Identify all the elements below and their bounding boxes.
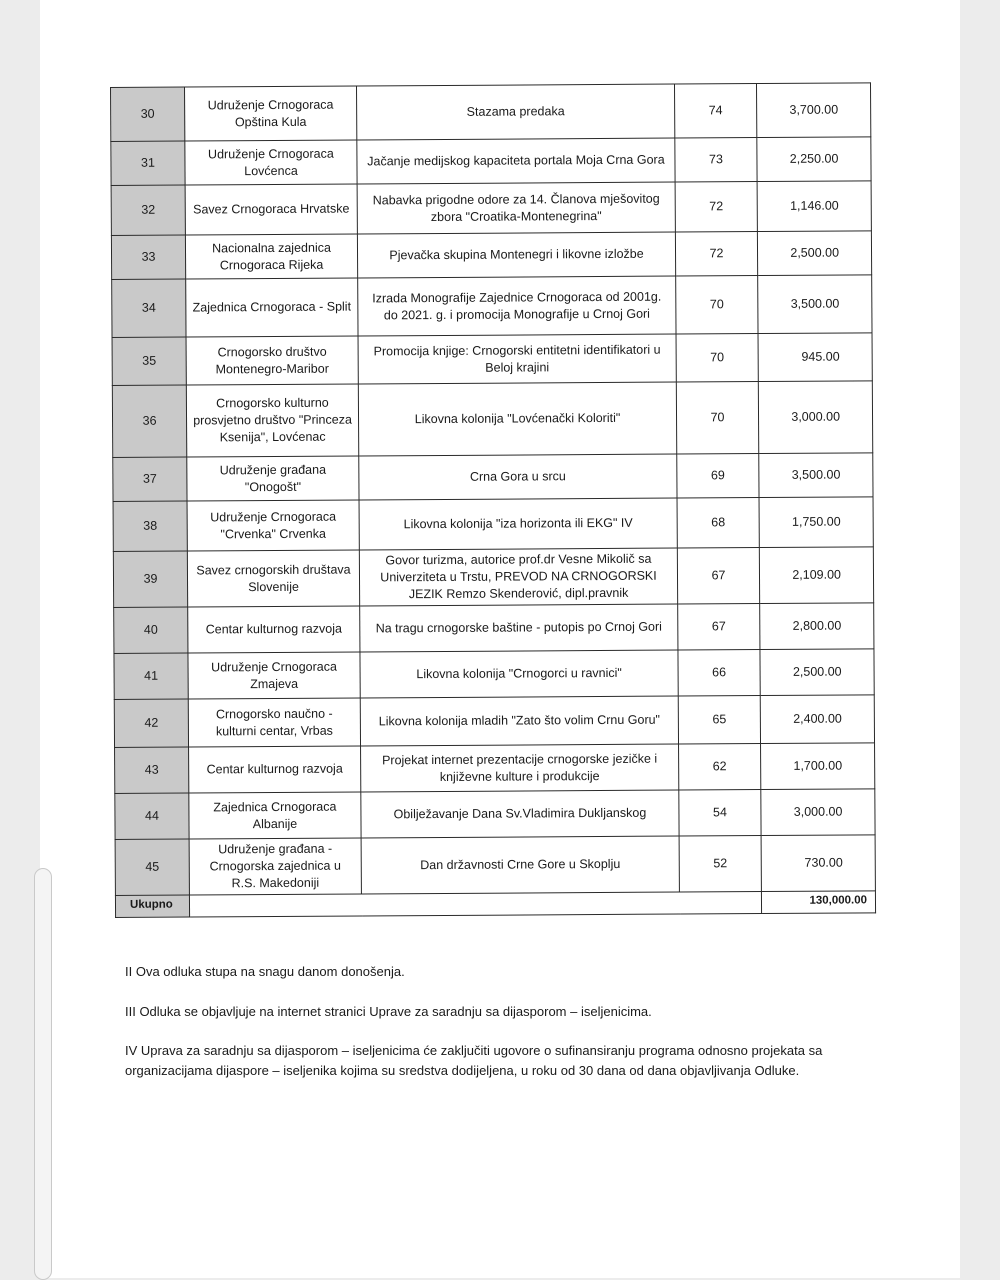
row-number: 40: [114, 607, 188, 653]
allocation-table: [110, 82, 876, 917]
table-row: [111, 83, 871, 142]
score-cell: 67: [677, 548, 759, 604]
score-cell: 65: [678, 696, 760, 745]
project-cell: Likovna kolonija mladih "Zato što volim Crnu Goru": [360, 696, 678, 746]
project-cell: Jačanje medijskog kapaciteta portala Moja Crna Gora: [357, 138, 675, 184]
row-number: 36: [112, 385, 186, 457]
total-row: [115, 890, 875, 917]
organization-cell: Crnogorsko kulturno prosvjetno društvo "Princeza Ksenija", Lovćenac: [186, 384, 358, 457]
row-number: 31: [111, 141, 185, 185]
allocation-table-container: [110, 82, 875, 917]
score-cell: 66: [678, 650, 760, 697]
score-cell: 74: [674, 84, 756, 138]
amount-cell: 730.00: [761, 835, 875, 891]
organization-cell: Udruženje građana - Crnogorska zajednica u R.S. Makedoniji: [189, 838, 361, 895]
project-cell: Govor turizma, autorice prof.dr Vesne Mikolič sa Univerziteta u Trstu, PREVOD NA CRNOGORSKI JEZIK Remzo Skenderović, dipl.pravnik: [359, 548, 677, 606]
table-row: [111, 231, 871, 280]
project-cell: Likovna kolonija "iza horizonta ili EKG" IV: [359, 498, 677, 550]
organization-cell: Savez Crnogoraca Hrvatske: [185, 184, 357, 235]
table-row: [115, 789, 875, 840]
table-row: [115, 835, 875, 895]
score-cell: 73: [675, 138, 757, 183]
score-cell: 72: [675, 182, 757, 232]
score-cell: 69: [677, 454, 759, 499]
amount-cell: 2,500.00: [757, 231, 871, 276]
amount-cell: 2,109.00: [759, 547, 873, 604]
organization-cell: Udruženje Crnogoraca Zmajeva: [188, 652, 360, 699]
project-cell: Na tragu crnogorske baštine - putopis po Crnoj Gori: [360, 604, 678, 652]
organization-cell: Centar kulturnog razvoja: [189, 746, 361, 793]
amount-cell: 2,400.00: [760, 695, 874, 744]
organization-cell: Zajednica Crnogoraca - Split: [186, 278, 358, 337]
table-row: [113, 453, 873, 502]
table-row: [113, 547, 873, 608]
organization-cell: Zajednica Crnogoraca Albanije: [189, 792, 361, 839]
amount-cell: 3,500.00: [759, 453, 873, 498]
amount-cell: 1,700.00: [761, 743, 875, 790]
row-number: 41: [114, 653, 188, 699]
amount-cell: 3,700.00: [756, 83, 870, 138]
score-cell: 62: [679, 744, 761, 791]
organization-cell: Udruženje Crnogoraca Lovćenca: [185, 140, 357, 185]
score-cell: 70: [676, 382, 758, 454]
amount-cell: 2,800.00: [760, 603, 874, 650]
organization-cell: Crnogorsko društvo Montenegro-Maribor: [186, 336, 358, 385]
score-cell: 52: [679, 836, 761, 892]
table-row: [114, 695, 874, 748]
organization-cell: Centar kulturnog razvoja: [188, 606, 360, 653]
amount-cell: 2,250.00: [757, 137, 871, 182]
project-cell: Promocija knjige: Crnogorski entitetni identifikatori u Beloj krajini: [358, 334, 676, 384]
score-cell: 67: [678, 604, 760, 651]
organization-cell: Udruženje građana "Onogošt": [187, 456, 359, 501]
project-cell: Izrada Monografije Zajednice Crnogoraca od 2001g. do 2021. g. i promocija Monografije u Crnoj Gori: [358, 276, 676, 336]
amount-cell: 2,500.00: [760, 649, 874, 696]
organization-cell: Savez crnogorskih društava Slovenije: [187, 550, 359, 607]
total-amount: 130,000.00: [761, 890, 875, 913]
row-number: 33: [111, 235, 185, 279]
row-number: 34: [112, 279, 186, 337]
project-cell: Obilježavanje Dana Sv.Vladimira Dukljanskog: [361, 790, 679, 838]
table-row: [111, 181, 871, 236]
table-row: [111, 137, 871, 186]
project-cell: Stazama predaka: [356, 84, 674, 140]
note-ii: II Ova odluka stupa na snagu danom donošenja.: [125, 964, 405, 979]
decision-notes: [125, 962, 905, 1100]
side-scroll-tab[interactable]: [34, 868, 52, 1280]
allocation-table-body: [111, 83, 876, 917]
table-row: [112, 333, 872, 386]
row-number: 32: [111, 185, 185, 235]
row-number: 30: [111, 87, 185, 141]
organization-cell: Nacionalna zajednica Crnogoraca Rijeka: [185, 234, 357, 279]
project-cell: Projekat internet prezentacije crnogorske jezičke i književne kulture i produkcije: [361, 744, 679, 792]
table-row: [114, 603, 874, 654]
amount-cell: 1,146.00: [757, 181, 871, 232]
project-cell: Dan državnosti Crne Gore u Skoplju: [361, 836, 679, 894]
organization-cell: Crnogorsko naučno - kulturni centar, Vrbas: [188, 698, 360, 747]
row-number: 38: [113, 501, 187, 551]
score-cell: 68: [677, 498, 759, 548]
row-number: 43: [115, 747, 189, 793]
organization-cell: Udruženje Crnogoraca "Crvenka" Crvenka: [187, 500, 359, 551]
score-cell: 72: [675, 232, 757, 277]
table-row: [112, 381, 872, 458]
project-cell: Likovna kolonija "Lovćenački Koloriti": [358, 382, 676, 456]
row-number: 45: [115, 839, 189, 895]
amount-cell: 3,000.00: [758, 381, 872, 454]
row-number: 35: [112, 337, 186, 385]
project-cell: Likovna kolonija "Crnogorci u ravnici": [360, 650, 678, 698]
table-row: [115, 743, 875, 794]
score-cell: 54: [679, 790, 761, 837]
row-number: 37: [113, 457, 187, 501]
total-spacer: [189, 891, 761, 916]
project-cell: Nabavka prigodne odore za 14. Članova mješovitog zbora "Croatika-Montenegrina": [357, 182, 675, 234]
project-cell: Crna Gora u srcu: [359, 454, 677, 500]
score-cell: 70: [676, 334, 758, 383]
amount-cell: 1,750.00: [759, 497, 873, 548]
organization-cell: Udruženje Crnogoraca Opština Kula: [185, 86, 357, 141]
amount-cell: 3,000.00: [761, 789, 875, 836]
table-row: [113, 497, 873, 552]
total-label: Ukupno: [115, 895, 189, 917]
amount-cell: 945.00: [758, 333, 872, 382]
table-row: [112, 275, 872, 338]
note-iv: IV Uprava za saradnju sa dijasporom – iseljenicima će zaključiti ugovore o sufinansiranju programa odnosno projekata sa organizacijama dijaspore – iseljenika kojima su sredstva dodijeljena, u roku od 30 dana od dana objavljivanja Odluke.: [125, 1043, 823, 1078]
score-cell: 70: [676, 276, 758, 334]
row-number: 44: [115, 793, 189, 839]
amount-cell: 3,500.00: [758, 275, 872, 334]
note-iii: III Odluka se objavljuje na internet stranici Uprave za saradnju sa dijasporom – iseljenicima.: [125, 1003, 652, 1019]
project-cell: Pjevačka skupina Montenegri i likovne izložbe: [357, 232, 675, 278]
row-number: 42: [114, 699, 188, 747]
row-number: 39: [113, 551, 187, 607]
table-row: [114, 649, 874, 700]
